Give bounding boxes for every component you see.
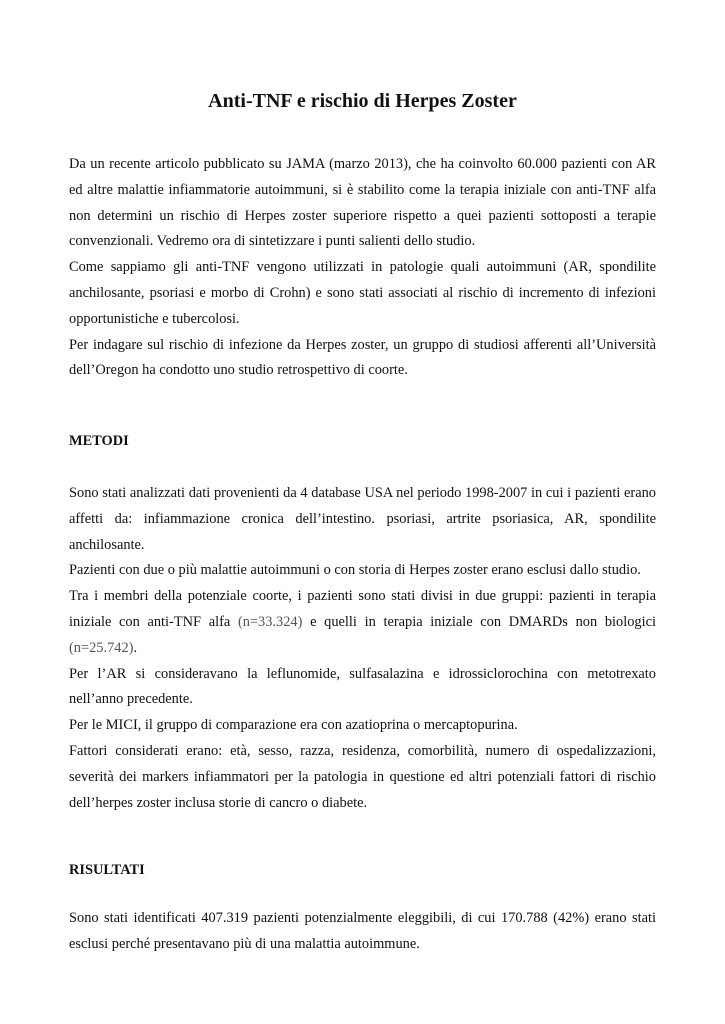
risultati-paragraph-1: Sono stati identificati 407.319 pazienti potenzialmente eleggibili, di cui 170.788 (42%) erano stati esclusi perché presentavano più di una malattia autoimmune. [69, 910, 656, 952]
metodi-section [69, 481, 656, 816]
metodi-heading: METODI [69, 433, 129, 449]
metodi-p3-text-b: e quelli in terapia iniziale con DMARDs non biologici [302, 613, 656, 630]
dmards-count: (n=25.742) [69, 639, 134, 656]
risultati-heading: RISULTATI [69, 862, 145, 878]
intro-paragraph-1: Da un recente articolo pubblicato su JAMA (marzo 2013), che ha coinvolto 60.000 pazienti con AR ed altre malattie infiammatorie autoimmuni, si è stabilito come la terapia iniziale con anti-TNF alfa non determini un rischio di Herpes zoster superiore rispetto a quei pazienti sottoposti a terapie convenzionali. Vedremo ora di sintetizzare i punti salienti dello studio. [69, 156, 656, 250]
metodi-p3-text-a: Tra i membri della potenziale coorte, i pazienti sono stati divisi in due gruppi: pazienti in terapia iniziale con anti-TNF alfa [69, 588, 656, 630]
metodi-paragraph-2: Pazienti con due o più malattie autoimmuni o con storia di Herpes zoster erano esclusi dallo studio. [69, 562, 641, 579]
metodi-paragraph-4: Per l’AR si consideravano la leflunomide, sulfasalazina e idrossiclorochina con metotrexato nell’anno precedente. [69, 665, 656, 708]
metodi-p3-text-c: . [133, 639, 138, 656]
intro-paragraph-3: Per indagare sul rischio di infezione da Herpes zoster, un gruppo di studiosi afferenti all’Università dell’Oregon ha condotto uno studio retrospettivo di coorte. [69, 336, 656, 379]
intro-section [69, 152, 656, 384]
metodi-paragraph-3 [69, 584, 656, 661]
metodi-paragraph-5: Per le MICI, il gruppo di comparazione era con azatioprina o mercaptopurina. [69, 717, 518, 734]
metodi-paragraph-1: Sono stati analizzati dati provenienti da 4 database USA nel periodo 1998-2007 in cui i pazienti erano affetti da: infiammazione cronica dell’intestino. psoriasi, artrite psoriasica, AR, spondilite anchilosante. [69, 485, 656, 553]
anti-tnf-count: (n=33.324) [237, 613, 303, 630]
risultati-section [69, 906, 656, 958]
document-title: Anti-TNF e rischio di Herpes Zoster [208, 90, 517, 112]
intro-paragraph-2: Come sappiamo gli anti-TNF vengono utilizzati in patologie quali autoimmuni (AR, spondilite anchilosante, psoriasi e morbo di Crohn) e sono stati associati al rischio di incremento di infezioni opportunistiche e tubercolosi. [69, 259, 656, 327]
metodi-paragraph-6: Fattori considerati erano: età, sesso, razza, residenza, comorbilità, numero di ospedalizzazioni, severità dei markers infiammatori per la patologia in questione ed altri potenziali fattori di rischio dell’herpes zoster inclusa storie di cancro o diabete. [69, 742, 656, 811]
